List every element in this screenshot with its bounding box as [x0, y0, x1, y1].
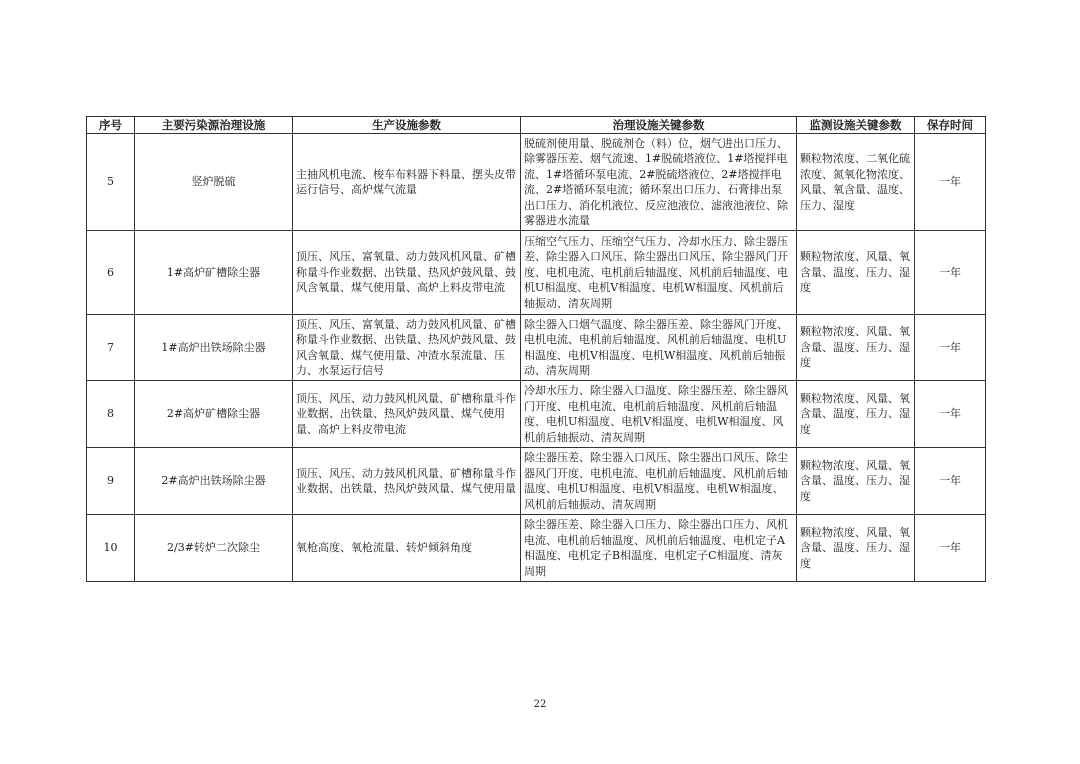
- row-serial-no: 10: [87, 515, 135, 582]
- row-serial-no: 8: [87, 381, 135, 448]
- row-retention: 一年: [915, 134, 986, 231]
- row-treatment-params: 脱硫剂使用量、脱硫剂仓（料）位，烟气进出口压力、除雾器压差、烟气流速、1#脱硫塔液位、1#塔搅拌电流、1#塔循环泵电流、2#脱硫塔液位、2#塔搅拌电流、2#塔循环泵电流；循环泵出口压力、石膏排出泵出口压力、消化机液位、反应池液位、滤液池液位、除雾器进水流量: [521, 134, 797, 231]
- table-row: [87, 515, 986, 582]
- page-number: 22: [533, 699, 547, 710]
- row-treatment-params: 除尘器压差、除尘器入口压力、除尘器出口压力、风机电流、电机前后轴温度、风机前后轴温度、电机定子A相温度、电机定子B相温度、电机定子C相温度、清灰周期: [521, 515, 797, 582]
- header-monitoring-params: 监测设施关键参数: [797, 117, 915, 134]
- table-row: [87, 231, 986, 315]
- row-monitoring-params: 颗粒物浓度、风量、氧含量、温度、压力、湿度: [797, 315, 915, 381]
- row-facility: 1#高炉出铁场除尘器: [135, 315, 293, 381]
- header-serial-no: 序号: [87, 117, 135, 134]
- row-retention: 一年: [915, 315, 986, 381]
- row-production-params: 顶压、风压、动力鼓风机风量、矿槽称量斗作业数据、出铁量、热风炉鼓风量、煤气使用量、高炉上料皮带电流: [293, 381, 521, 448]
- row-retention: 一年: [915, 448, 986, 515]
- row-retention: 一年: [915, 515, 986, 582]
- row-retention: 一年: [915, 231, 986, 315]
- row-facility: 1#高炉矿槽除尘器: [135, 231, 293, 315]
- row-facility: 2#高炉矿槽除尘器: [135, 381, 293, 448]
- row-monitoring-params: 颗粒物浓度、二氧化硫浓度、氮氧化物浓度、风量、氧含量、温度、压力、湿度: [797, 134, 915, 231]
- header-production-params: 生产设施参数: [293, 117, 521, 134]
- row-production-params: 顶压、风压、动力鼓风机风量、矿槽称量斗作业数据、出铁量、热风炉鼓风量、煤气使用量: [293, 448, 521, 515]
- table-row: [87, 315, 986, 381]
- row-treatment-params: 除尘器压差、除尘器入口风压、除尘器出口风压、除尘器风门开度、电机电流、电机前后轴温度、风机前后轴温度、电机U相温度、电机V相温度、电机W相温度、风机前后轴振动、清灰周期: [521, 448, 797, 515]
- row-production-params: 顶压、风压、富氧量、动力鼓风机风量、矿槽称量斗作业数据、出铁量、热风炉鼓风量、鼓风含氧量、煤气使用量、冲渣水泵流量、压力、水泵运行信号: [293, 315, 521, 381]
- row-monitoring-params: 颗粒物浓度、风量、氧含量、温度、压力、湿度: [797, 515, 915, 582]
- row-monitoring-params: 颗粒物浓度、风量、氧含量、温度、压力、湿度: [797, 231, 915, 315]
- parameter-table: [86, 116, 986, 582]
- row-facility: 竖炉脱硫: [135, 134, 293, 231]
- row-facility: 2/3#转炉二次除尘: [135, 515, 293, 582]
- table-row: [87, 381, 986, 448]
- row-production-params: 顶压、风压、富氧量、动力鼓风机风量、矿槽称量斗作业数据、出铁量、热风炉鼓风量、鼓风含氧量、煤气使用量、高炉上料皮带电流: [293, 231, 521, 315]
- row-monitoring-params: 颗粒物浓度、风量、氧含量、温度、压力、湿度: [797, 448, 915, 515]
- row-serial-no: 7: [87, 315, 135, 381]
- row-treatment-params: 除尘器入口烟气温度、除尘器压差、除尘器风门开度、电机电流、电机前后轴温度、风机前后轴温度、电机U相温度、电机V相温度、电机W相温度、风机前后轴振动、清灰周期: [521, 315, 797, 381]
- table-row: [87, 134, 986, 231]
- row-treatment-params: 冷却水压力、除尘器入口温度、除尘器压差、除尘器风门开度、电机电流、电机前后轴温度、风机前后轴温度、电机U相温度、电机V相温度、电机W相温度、风机前后轴振动、清灰周期: [521, 381, 797, 448]
- row-treatment-params: 压缩空气压力、压缩空气压力、冷却水压力、除尘器压差、除尘器入口风压、除尘器出口风压、除尘器风门开度、电机电流、电机前后轴温度、风机前后轴温度、电机U相温度、电机V相温度、电机W相温度、风机前后轴振动、清灰周期: [521, 231, 797, 315]
- row-serial-no: 5: [87, 134, 135, 231]
- row-production-params: 主抽风机电流、梭车布料器下料量、摆头皮带运行信号、高炉煤气流量: [293, 134, 521, 231]
- header-treatment-params: 治理设施关键参数: [521, 117, 797, 134]
- row-serial-no: 9: [87, 448, 135, 515]
- row-serial-no: 6: [87, 231, 135, 315]
- row-facility: 2#高炉出铁场除尘器: [135, 448, 293, 515]
- header-facility: 主要污染源治理设施: [135, 117, 293, 134]
- table-row: [87, 448, 986, 515]
- table-header-row: [87, 117, 986, 134]
- header-retention: 保存时间: [915, 117, 986, 134]
- row-retention: 一年: [915, 381, 986, 448]
- row-production-params: 氧枪高度、氧枪流量、转炉倾斜角度: [293, 515, 521, 582]
- row-monitoring-params: 颗粒物浓度、风量、氧含量、温度、压力、湿度: [797, 381, 915, 448]
